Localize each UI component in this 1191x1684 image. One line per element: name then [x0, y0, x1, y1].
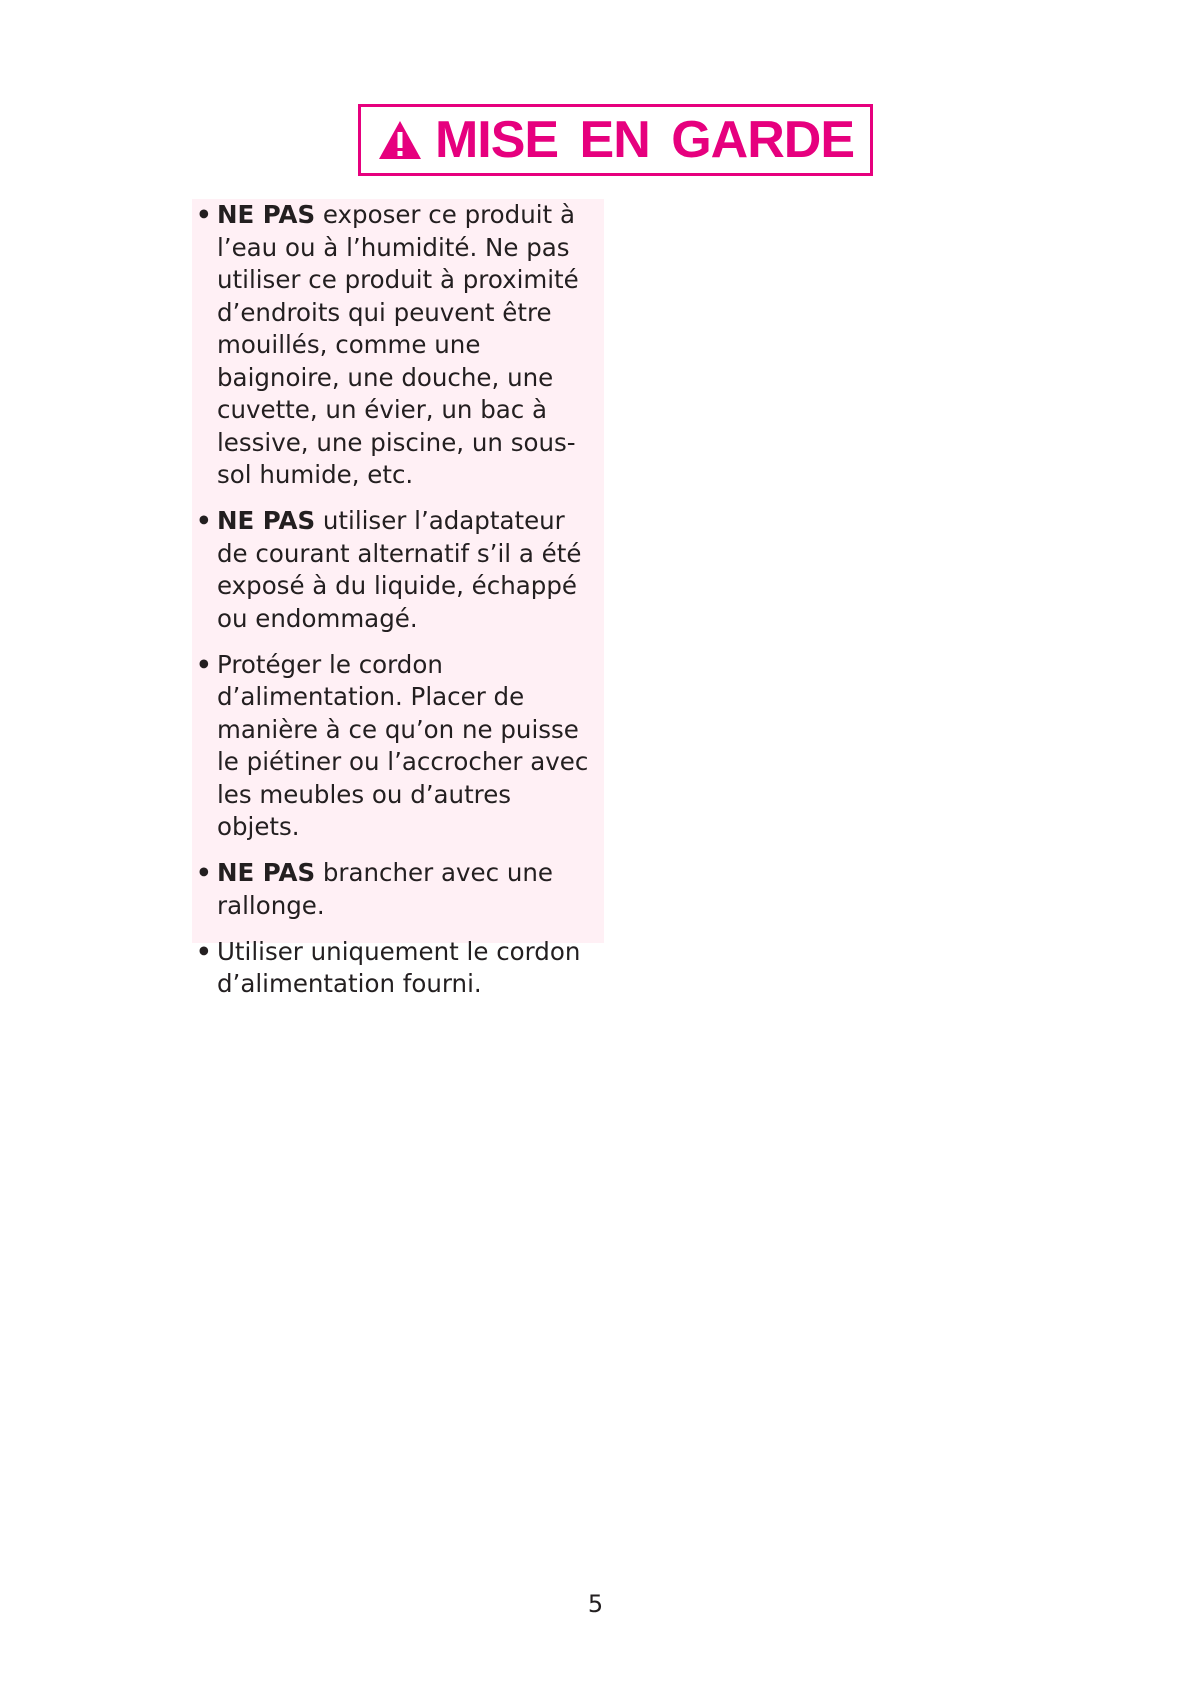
- warning-emphasis: NE PAS: [217, 200, 316, 229]
- bullet: •: [196, 649, 212, 679]
- warning-item-water: [196, 199, 594, 492]
- warning-text: brancher avec une rallonge.: [217, 858, 553, 920]
- warning-text: utiliser l’adaptateur de courant alternatif s’il a été exposé à du liquide, échappé ou endommagé.: [217, 506, 582, 633]
- warning-header: [358, 104, 873, 176]
- warning-list: [196, 199, 594, 1001]
- bullet: •: [196, 936, 212, 966]
- warning-text: Protéger le cordon d’alimentation. Placer de manière à ce qu’on ne puisse le piétiner ou l’accrocher avec les meubles ou d’autres objets.: [217, 649, 589, 841]
- warning-item-extension: [196, 857, 594, 922]
- warning-item-cord-protect: [196, 649, 594, 844]
- warning-emphasis: NE PAS: [217, 506, 316, 535]
- page-number: 5: [587, 1590, 604, 1618]
- bullet: •: [196, 200, 212, 229]
- warning-item-supplied-cord: [196, 936, 594, 1001]
- warning-triangle-icon: [377, 119, 423, 161]
- warning-item-adapter: [196, 505, 594, 635]
- bullet: •: [196, 506, 212, 535]
- warning-panel: [192, 199, 604, 998]
- warning-emphasis: NE PAS: [217, 858, 316, 887]
- warning-text: Utiliser uniquement le cordon d’alimentation fourni.: [217, 936, 581, 998]
- warning-text: exposer ce produit à l’eau ou à l’humidité. Ne pas utiliser ce produit à proximité d’endroits qui peuvent être mouillés, comme une baignoire, une douche, une cuvette, un évier, un bac à lessive, une piscine, un sous-sol humide, etc.: [217, 200, 579, 489]
- warning-title: MISE EN GARDE: [434, 111, 855, 169]
- bullet: •: [196, 858, 212, 887]
